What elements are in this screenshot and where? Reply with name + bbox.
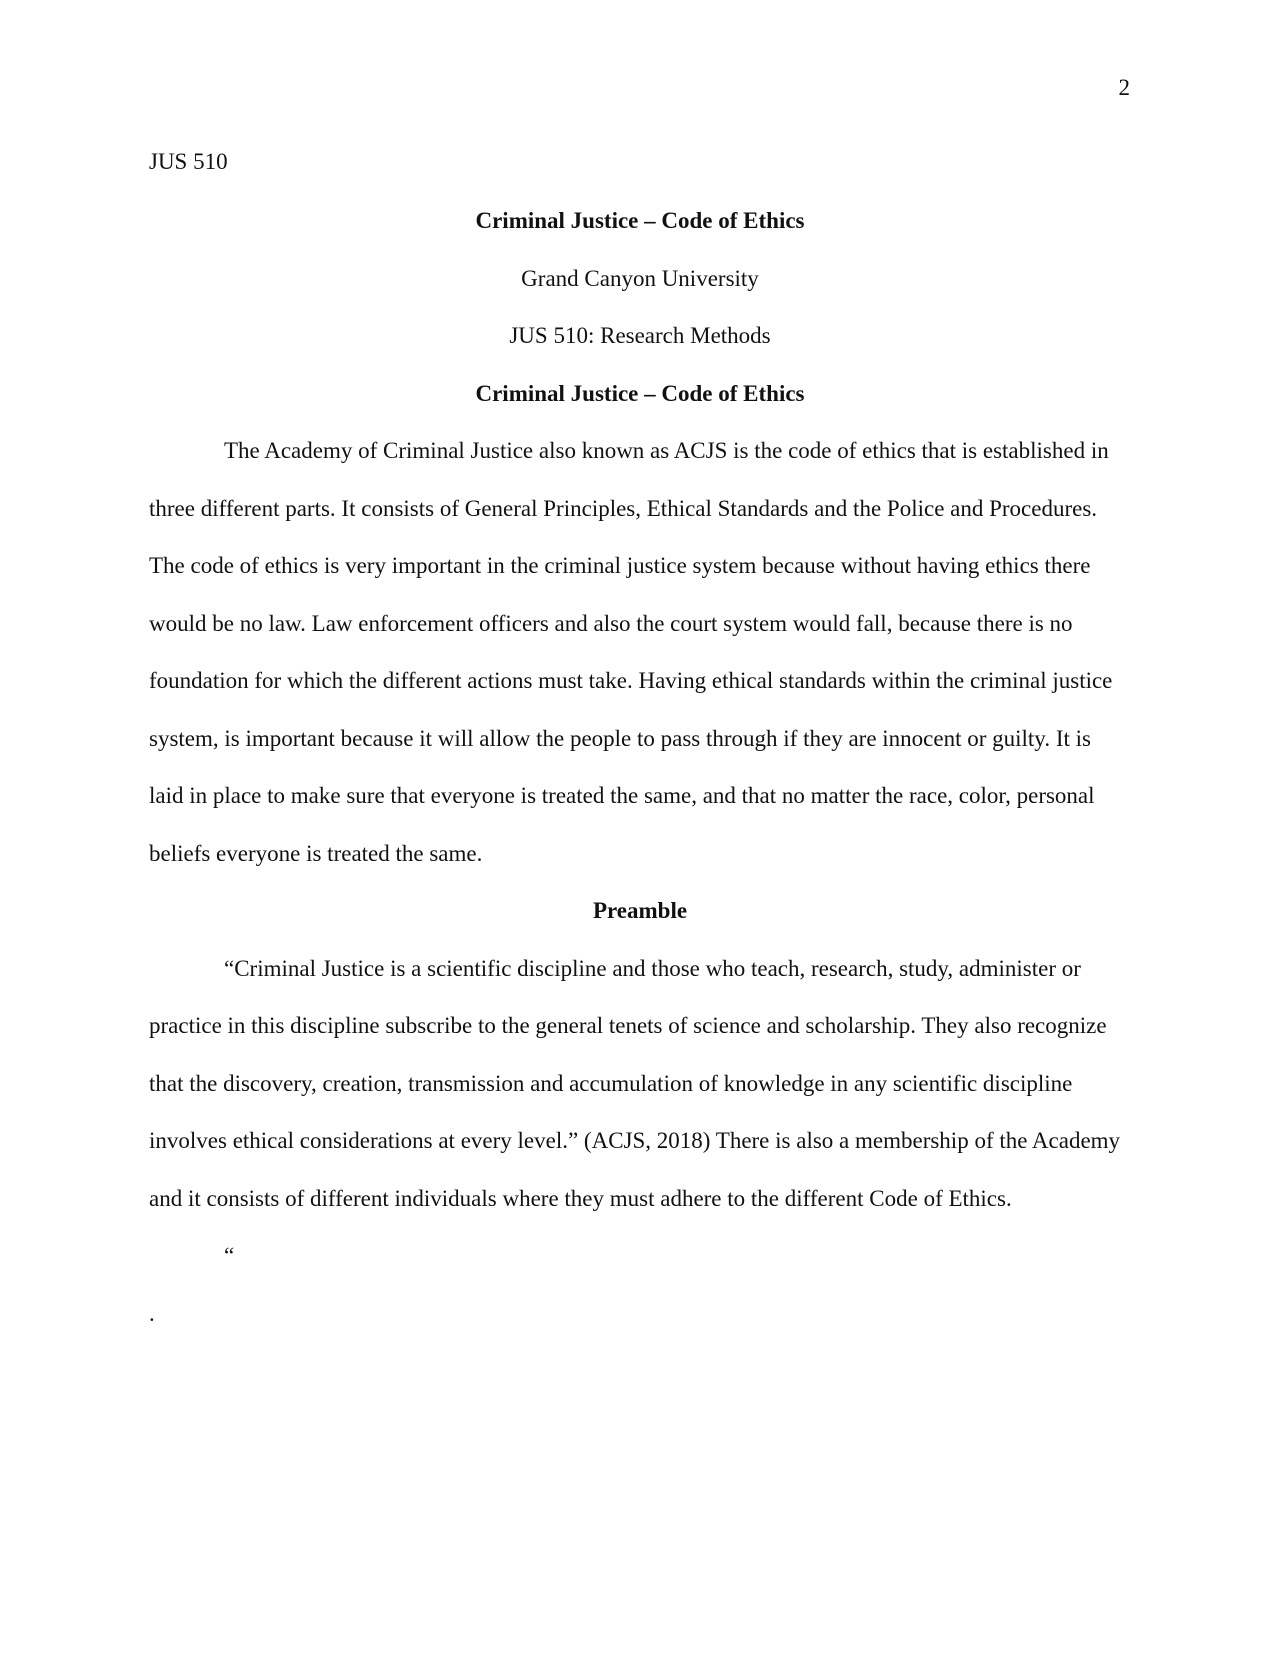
body-paragraph-preamble: “Criminal Justice is a scientific discipline and those who teach, research, study, administer or practice in this discipline subscribe to the general tenets of science and scholarship. They also recognize that the discovery, creation, transmission and accumulation of knowledge in any scientific discipline involves ethical considerations at every level.” (ACJS, 2018) There is also a membership of the Academy and it consists of different individuals where they must adhere to the different Code of Ethics. [149, 955, 1121, 1211]
stray-quote-mark: “ [224, 1243, 235, 1268]
body-paragraph-intro: The Academy of Criminal Justice also known as ACJS is the code of ethics that is established in three different parts. It consists of General Principles, Ethical Standards and the Police and Procedures. The code of ethics is very important in the criminal justice system because without having ethics there would be no law. Law enforcement officers and also the court system would fall, because there is no foundation for which the different actions must take. Having ethical standards within the criminal justice system, is important because it will allow the people to pass through if they are innocent or guilty. It is laid in place to make sure that everyone is treated the same, and that no matter the race, color, personal beliefs everyone is treated the same. [149, 438, 1113, 866]
page-number: 2 [1118, 75, 1130, 100]
preamble-heading: Preamble [592, 898, 688, 923]
stray-period: . [149, 1300, 155, 1326]
title-heading: Criminal Justice – Code of Ethics [475, 208, 805, 233]
document-body [149, 192, 1131, 1342]
course-line: JUS 510: Research Methods [509, 323, 771, 348]
running-head: JUS 510 [149, 149, 228, 174]
section-heading: Criminal Justice – Code of Ethics [475, 380, 805, 406]
institution-line: Grand Canyon University [521, 265, 759, 291]
